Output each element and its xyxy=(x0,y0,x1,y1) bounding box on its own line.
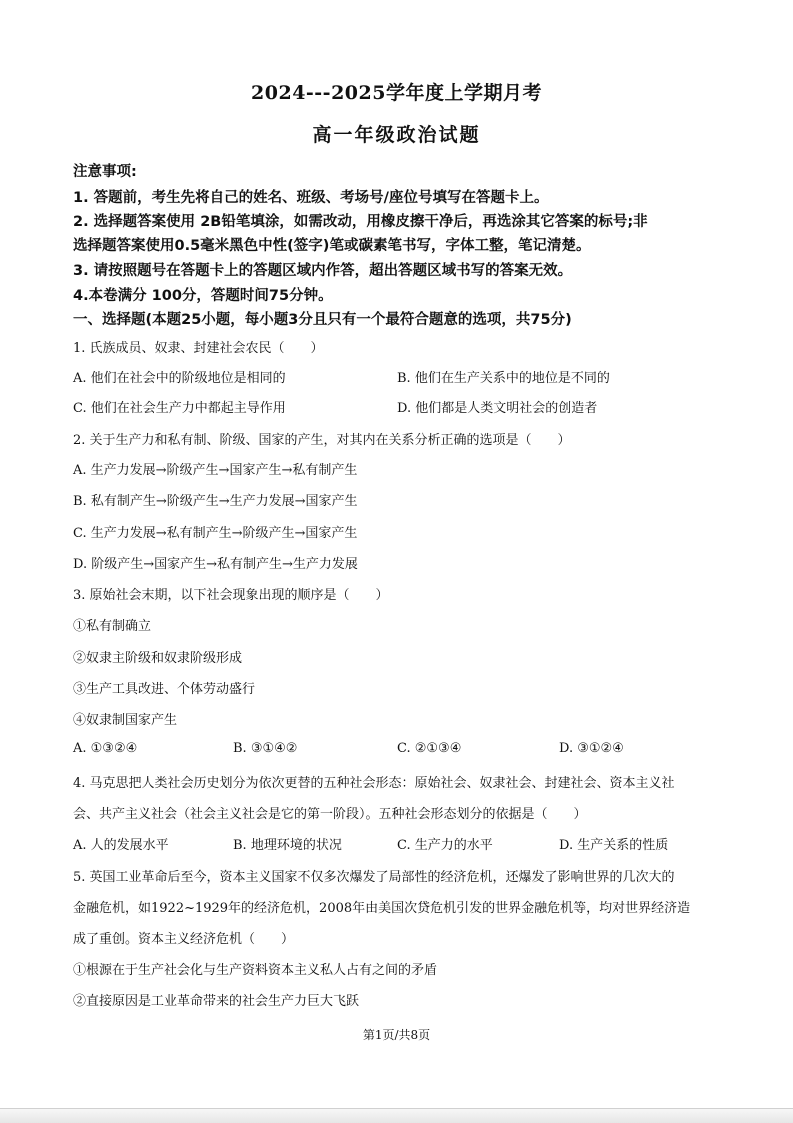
section-heading: 一、选择题(本题25小题，每小题3分且只有一个最符合题意的选项，共75分) xyxy=(73,312,572,328)
notice-item-3: 3. 请按照题号在答题卡上的答题区域内作答，超出答题区域书写的答案无效。 xyxy=(73,263,573,279)
q1-stem: 1. 氏族成员、奴隶、封建社会农民（ ） xyxy=(73,341,324,356)
q5-stem-line-1: 5. 英国工业革命后至今，资本主义国家不仅多次爆发了局部性的经济危机，还爆发了影响世界的几次大的 xyxy=(73,870,675,885)
q1-option-b: B. 他们在生产关系中的地位是不同的 xyxy=(397,371,610,386)
exam-subtitle: 高一年级政治试题 xyxy=(312,124,481,146)
q5-statement-1: ①根源在于生产社会化与生产资料资本主义私人占有之间的矛盾 xyxy=(73,963,438,978)
q2-option-c: C. 生产力发展→私有制产生→阶级产生→国家产生 xyxy=(73,526,358,541)
q4-option-d: D. 生产关系的性质 xyxy=(559,838,669,853)
q2-option-a: A. 生产力发展→阶级产生→国家产生→私有制产生 xyxy=(73,463,358,478)
q3-option-b: B. ③①④② xyxy=(233,741,298,756)
exam-title: 2024---2025学年度上学期月考 xyxy=(251,82,542,104)
q4-option-a: A. 人的发展水平 xyxy=(73,838,169,853)
q1-option-a: A. 他们在社会中的阶级地位是相同的 xyxy=(73,371,286,386)
viewer-bottom-bar xyxy=(0,1108,793,1123)
q2-option-b: B. 私有制产生→阶级产生→生产力发展→国家产生 xyxy=(73,494,358,509)
q3-stem: 3. 原始社会末期，以下社会现象出现的顺序是（ ） xyxy=(73,588,389,603)
q4-option-b: B. 地理环境的状况 xyxy=(233,838,342,853)
q5-stem-line-2: 金融危机，如1922~1929年的经济危机，2008年由美国次贷危机引发的世界金融危机等，均对世界经济造 xyxy=(73,901,691,916)
q3-statement-4: ④奴隶制国家产生 xyxy=(73,713,178,728)
q4-stem-line-1: 4. 马克思把人类社会历史划分为依次更替的五种社会形态：原始社会、奴隶社会、封建社会、资本主义社 xyxy=(73,776,675,791)
notice-item-4: 4.本卷满分 100分，答题时间75分钟。 xyxy=(73,288,333,304)
notice-heading: 注意事项: xyxy=(73,164,137,180)
q4-option-c: C. 生产力的水平 xyxy=(397,838,493,853)
q4-stem-line-2: 会、共产主义社会（社会主义社会是它的第一阶段）。五种社会形态划分的依据是（ ） xyxy=(73,807,587,822)
notice-item-2-cont: 选择题答案使用0.5毫米黑色中性(签字)笔或碳素笔书写，字体工整，笔记清楚。 xyxy=(73,238,591,254)
q5-statement-2: ②直接原因是工业革命带来的社会生产力巨大飞跃 xyxy=(73,994,360,1009)
q2-option-d: D. 阶级产生→国家产生→私有制产生→生产力发展 xyxy=(73,557,358,572)
q3-option-a: A. ①③②④ xyxy=(73,741,138,756)
q3-statement-2: ②奴隶主阶级和奴隶阶级形成 xyxy=(73,651,243,666)
q5-stem-line-3: 成了重创。资本主义经济危机（ ） xyxy=(73,932,295,947)
q2-stem: 2. 关于生产力和私有制、阶级、国家的产生，对其内在关系分析正确的选项是（ ） xyxy=(73,433,571,448)
q1-option-c: C. 他们在社会生产力中都起主导作用 xyxy=(73,401,286,416)
q3-statement-1: ①私有制确立 xyxy=(73,619,152,634)
q3-statement-3: ③生产工具改进、个体劳动盛行 xyxy=(73,682,256,697)
notice-item-1: 1. 答题前，考生先将自己的姓名、班级、考场号/座位号填写在答题卡上。 xyxy=(73,190,549,206)
q3-option-d: D. ③①②④ xyxy=(559,741,624,756)
q1-option-d: D. 他们都是人类文明社会的创造者 xyxy=(397,401,598,416)
page-footer: 第1页/共8页 xyxy=(362,1028,431,1042)
q3-option-c: C. ②①③④ xyxy=(397,741,462,756)
notice-item-2: 2. 选择题答案使用 2B铅笔填涂，如需改动，用橡皮擦干净后，再选涂其它答案的标号;非 xyxy=(73,214,648,230)
